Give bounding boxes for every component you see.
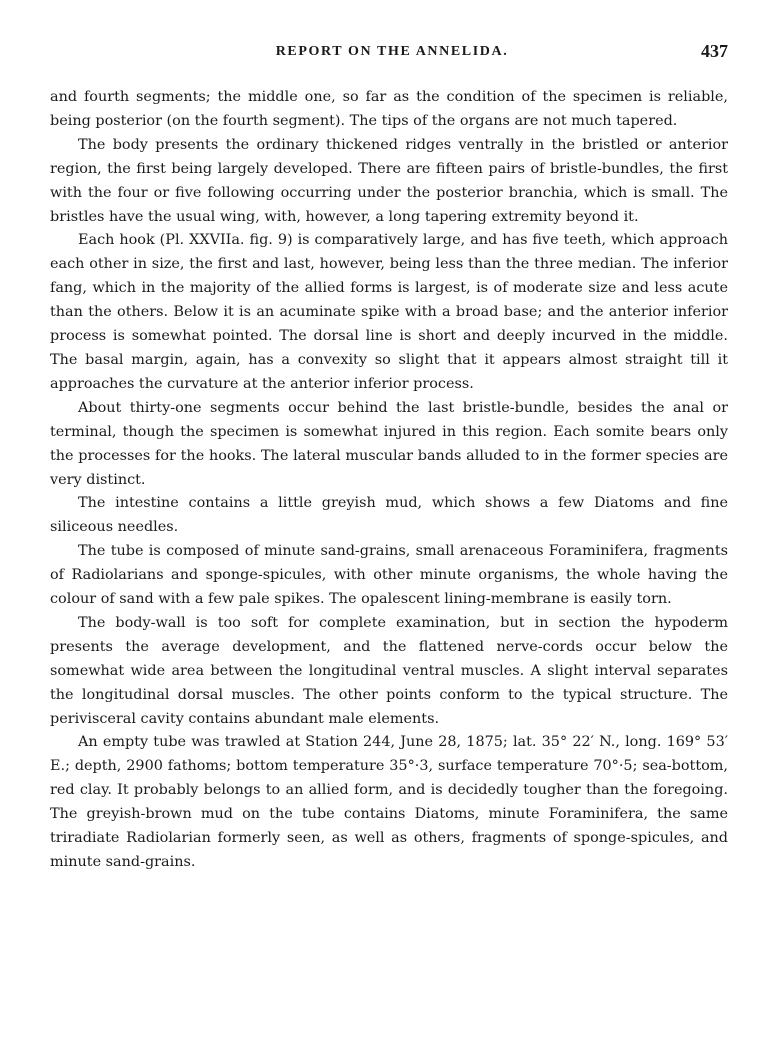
paragraph-hook: Each hook (Pl. XXVIIa. fig. 9) is comparatively large, and has five teeth, which approach each other in size, the first and last, however, being less than the three median. The inferior fang, which in the majority of the allied forms is largest, is of moderate size and less acute than the others. Below it is an acuminate spike with a broad base; and the anterior inferior process is somewhat pointed. The dorsal line is short and deeply incurved in the middle. The basal margin, again, has a convexity so slight that it appears almost straight till it approaches the curvature at the anterior inferior process. (50, 232, 728, 392)
paragraph-intestine: The intestine contains a little greyish mud, which shows a few Diatoms and fine siliceous needles. (50, 495, 728, 536)
paragraph-tube: The tube is composed of minute sand-grains, small arenaceous Foraminifera, fragments of Radiolarians and sponge-spicules, with other minute organisms, the whole having the colour of sand with a few pale spikes. The opalescent lining-membrane is easily torn. (50, 543, 728, 608)
paragraph-continued: and fourth segments; the middle one, so far as the condition of the specimen is reliable, being posterior (on the fourth segment). The tips of the organs are not much tapered. (50, 89, 728, 129)
running-title: REPORT ON THE ANNELIDA. (275, 44, 509, 59)
paragraph-station: An empty tube was trawled at Station 244, June 28, 1875; lat. 35° 22′ N., long. 169° 53′ E.; depth, 2900 fathoms; bottom temperature 35°·3, surface temperature 70°·5; sea-bottom, red clay. It probably belongs to an allied form, and is decidedly tougher than the foregoing. The greyish-brown mud on the tube contains Diatoms, minute Foraminifera, the same triradiate Radiolarian formerly seen, as well as others, fragments of sponge-spicules, and minute sand-grains. (50, 734, 728, 870)
paragraph-body-wall: The body-wall is too soft for complete examination, but in section the hypoderm presents the average development, and the flattened nerve-cords occur below the somewhat wide area between the longitudinal ventral muscles. A slight interval separates the longitudinal dorsal muscles. The other points conform to the typical structure. The perivisceral cavity contains abundant male elements. (50, 614, 728, 727)
paragraph-body-ridges: The body presents the ordinary thickened ridges ventrally in the bristled or anterior region, the first being largely developed. There are fifteen pairs of bristle-bundles, the first with the four or five following occurring under the posterior branchia, which is small. The bristles have the usual wing, with, however, a long tapering extremity beyond it. (50, 136, 728, 225)
paragraph-segments: About thirty-one segments occur behind the last bristle-bundle, besides the anal or terminal, though the specimen is somewhat injured in this region. Each somite bears only the processes for the hooks. The lateral muscular bands alluded to in the former species are very distinct. (50, 399, 728, 488)
body-text (50, 86, 728, 875)
running-head (50, 41, 728, 64)
page-number: 437 (701, 41, 728, 61)
